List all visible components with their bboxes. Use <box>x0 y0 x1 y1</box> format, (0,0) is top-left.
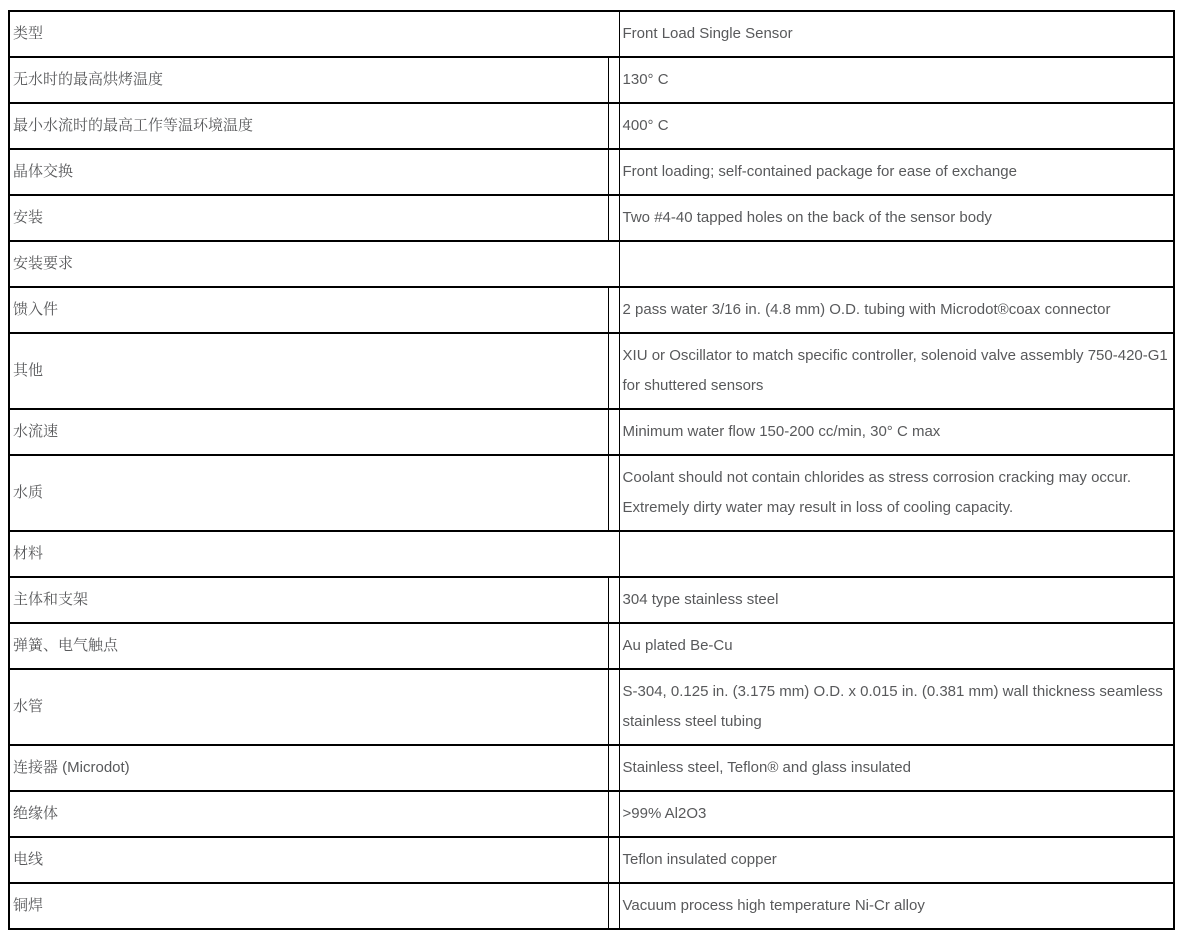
gap-cell <box>608 883 619 929</box>
type-header-cell: 类型 <box>9 11 619 57</box>
spec-row <box>9 149 1174 195</box>
row-value-cell: Coolant should not contain chlorides as stress corrosion cracking may occur. Extremely dirty water may result in loss of cooling capacity. <box>619 455 1174 531</box>
row-label-cell: 安装要求 <box>9 241 619 287</box>
row-label-cell: 水流速 <box>9 409 608 455</box>
row-label-cell: 水管 <box>9 669 608 745</box>
row-value-cell: Two #4-40 tapped holes on the back of the sensor body <box>619 195 1174 241</box>
spec-row <box>9 837 1174 883</box>
row-value-cell: S-304, 0.125 in. (3.175 mm) O.D. x 0.015 in. (0.381 mm) wall thickness seamless stainless steel tubing <box>619 669 1174 745</box>
row-label-cell: 绝缘体 <box>9 791 608 837</box>
section-row <box>9 241 1174 287</box>
gap-cell <box>608 791 619 837</box>
gap-cell <box>608 287 619 333</box>
row-label-cell: 安装 <box>9 195 608 241</box>
spec-row <box>9 409 1174 455</box>
gap-cell <box>608 103 619 149</box>
row-label-cell: 弹簧、电气触点 <box>9 623 608 669</box>
row-value-cell: Vacuum process high temperature Ni-Cr alloy <box>619 883 1174 929</box>
gap-cell <box>608 745 619 791</box>
gap-cell <box>608 409 619 455</box>
product-header-cell: Front Load Single Sensor <box>619 11 1174 57</box>
spec-row <box>9 455 1174 531</box>
spec-row <box>9 791 1174 837</box>
row-label-cell: 馈入件 <box>9 287 608 333</box>
row-value-cell: XIU or Oscillator to match specific controller, solenoid valve assembly 750-420-G1 for shuttered sensors <box>619 333 1174 409</box>
row-label-cell: 无水时的最高烘烤温度 <box>9 57 608 103</box>
row-label-cell: 晶体交换 <box>9 149 608 195</box>
row-value-cell: Front loading; self-contained package for ease of exchange <box>619 149 1174 195</box>
gap-cell <box>608 57 619 103</box>
row-value-cell: >99% Al2O3 <box>619 791 1174 837</box>
spec-row <box>9 287 1174 333</box>
spec-row <box>9 333 1174 409</box>
gap-cell <box>608 577 619 623</box>
spec-row <box>9 623 1174 669</box>
spec-table <box>8 10 1175 930</box>
row-value-cell: Teflon insulated copper <box>619 837 1174 883</box>
section-row <box>9 531 1174 577</box>
row-value-cell: 400° C <box>619 103 1174 149</box>
spec-row <box>9 103 1174 149</box>
spec-row <box>9 745 1174 791</box>
row-value-cell: Au plated Be-Cu <box>619 623 1174 669</box>
row-value-cell: Stainless steel, Teflon® and glass insulated <box>619 745 1174 791</box>
gap-cell <box>608 623 619 669</box>
row-label-cell: 其他 <box>9 333 608 409</box>
spec-row <box>9 669 1174 745</box>
row-value-cell: Minimum water flow 150-200 cc/min, 30° C max <box>619 409 1174 455</box>
gap-cell <box>608 149 619 195</box>
row-label-cell: 水质 <box>9 455 608 531</box>
spec-row <box>9 577 1174 623</box>
row-label-cell: 主体和支架 <box>9 577 608 623</box>
row-label-cell: 铜焊 <box>9 883 608 929</box>
gap-cell <box>608 195 619 241</box>
spec-row <box>9 57 1174 103</box>
spec-row <box>9 883 1174 929</box>
gap-cell <box>608 837 619 883</box>
row-label-cell: 材料 <box>9 531 619 577</box>
row-value-cell: 304 type stainless steel <box>619 577 1174 623</box>
gap-cell <box>608 455 619 531</box>
row-label-cell: 连接器 (Microdot) <box>9 745 608 791</box>
row-label-cell: 最小水流时的最高工作等温环境温度 <box>9 103 608 149</box>
row-label-cell: 电线 <box>9 837 608 883</box>
header-row <box>9 11 1174 57</box>
gap-cell <box>608 333 619 409</box>
row-value-cell <box>619 531 1174 577</box>
row-value-cell <box>619 241 1174 287</box>
row-value-cell: 130° C <box>619 57 1174 103</box>
row-value-cell: 2 pass water 3/16 in. (4.8 mm) O.D. tubing with Microdot®coax connector <box>619 287 1174 333</box>
spec-row <box>9 195 1174 241</box>
gap-cell <box>608 669 619 745</box>
